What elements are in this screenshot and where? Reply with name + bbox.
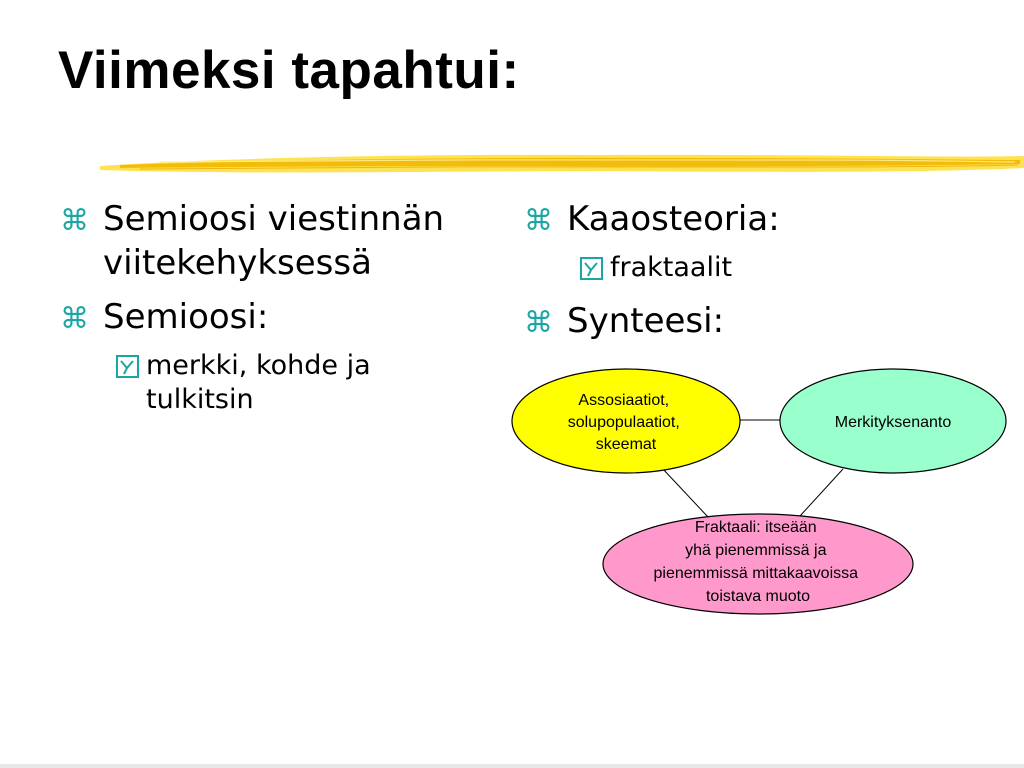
node-assosiaatiot-line-2: solupopulaatiot,	[567, 414, 680, 431]
z-wingding-icon: ⌘	[524, 203, 553, 237]
node-assosiaatiot	[512, 369, 740, 473]
left-bullet-2-text: Semioosi:	[103, 297, 269, 337]
node-merkityksenanto	[780, 369, 1006, 473]
node-fraktaali-line-2: yhä pienemmissä ja	[685, 542, 827, 559]
node-assosiaatiot-line-3: skeemat	[595, 436, 657, 453]
node-fraktaali-line-1: Fraktaali: itseään	[694, 519, 817, 536]
z-wingding-icon: ⌘	[60, 301, 89, 335]
node-merkityksenanto-line-1: Merkityksenanto	[834, 414, 952, 431]
z-wingding-icon: ⌘	[524, 305, 553, 339]
right-bullet-1-text: Kaaosteoria:	[567, 199, 780, 239]
right-sub-bullet-1-text: fraktaalit	[610, 252, 733, 283]
node-merkityksenanto-text	[835, 414, 952, 431]
slide-title: Viimeksi tapahtui:	[58, 41, 520, 100]
z-wingding-icon: ⌘	[60, 203, 89, 237]
connector-assosiaatiot-fraktaali	[662, 468, 708, 517]
node-assosiaatiot-line-1: Assosiaatiot,	[578, 392, 670, 409]
left-sub-bullet-1-text: merkki, kohde ja tulkitsin	[146, 350, 371, 415]
left-bullet-1-text: Semioosi viestinnän viitekehyksessä	[103, 199, 445, 283]
node-fraktaali-line-3: pienemmissä mittakaavoissa	[653, 565, 859, 582]
node-fraktaali-line-4: toistava muoto	[705, 588, 811, 605]
node-fraktaali	[603, 514, 913, 614]
footer-divider	[0, 764, 1024, 768]
right-bullet-2-text: Synteesi:	[567, 301, 725, 341]
connector-merkityksenanto-fraktaali	[800, 469, 843, 516]
